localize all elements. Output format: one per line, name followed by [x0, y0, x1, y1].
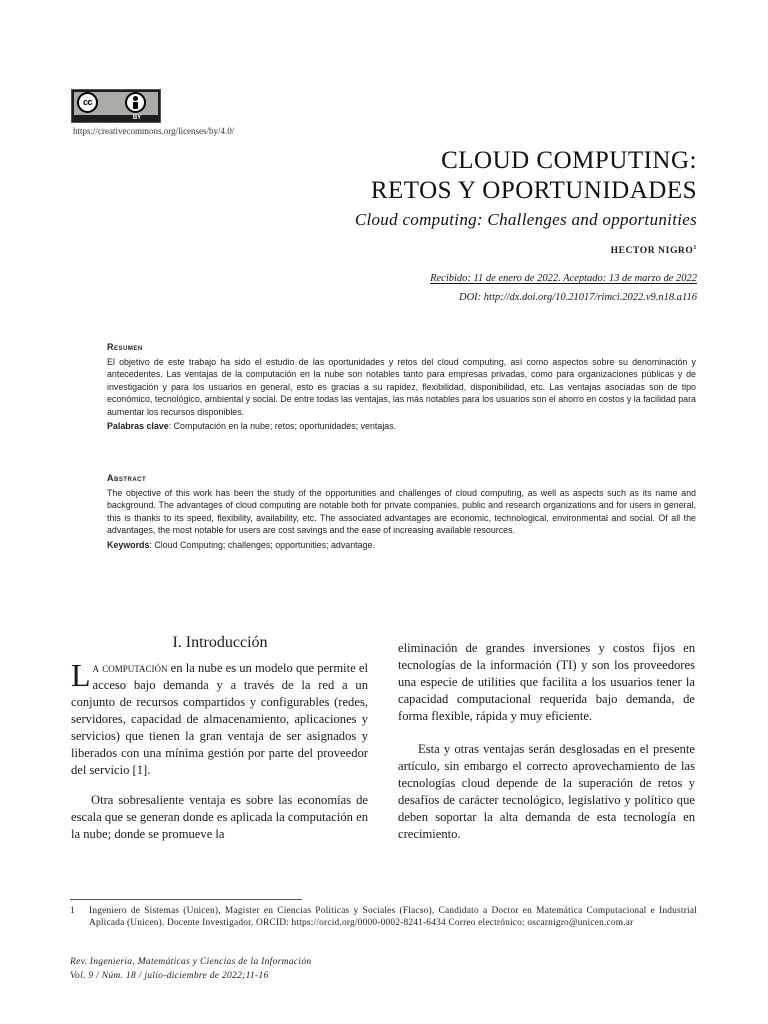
license-link[interactable]: https://creativecommons.org/licenses/by/4.0/ — [73, 126, 235, 136]
journal-citation — [70, 955, 311, 983]
title-line-1: CLOUD COMPUTING: — [441, 147, 697, 174]
dropcap: L — [71, 657, 91, 693]
author-footnote-mark: 1 — [693, 245, 697, 251]
keywords-label: Keywords — [107, 539, 150, 550]
journal-name: Rev. Ingeniería, Matemáticas y Ciencias de la Información — [70, 957, 312, 967]
palabras-clave-text: : Computación en la nube; retos; oportunidades; ventajas. — [168, 421, 397, 431]
intro-paragraph-1 — [71, 657, 368, 779]
intro-smallcaps: a computación — [92, 661, 168, 675]
person-icon — [125, 92, 146, 113]
author — [611, 245, 697, 256]
footnote-text: Ingeniero de Sistemas (Unicen), Magister en Ciencias Políticas y Sociales (Flacso), Candidato a Doctor en Matemática Computacional e Industrial Aplicada (Unicen). Docente Investigador. ORCID: https://orcid.org/0000-0002-8241-6434 Correo electrónico: oscarnigro@unicen.com.ar — [89, 906, 697, 928]
cc-icon: cc — [77, 92, 98, 113]
abstract-heading: Abstract — [107, 473, 147, 483]
abstract-section — [107, 472, 696, 551]
intro-paragraph-3: eliminación de grandes inversiones y costos fijos en tecnologías de la información (TI) y son los proveedores una especie de utilities que facilita a los usuarios tener la capacidad computacional requerida bajo demanda, de forma flexible, rápida y muy eficiente. — [398, 641, 695, 723]
keywords — [107, 539, 696, 552]
resumen-section — [107, 341, 696, 433]
right-column — [398, 640, 695, 843]
author-name: HECTOR NIGRO — [610, 246, 694, 257]
left-column — [71, 657, 368, 843]
section-title: I. Introducción — [172, 634, 268, 651]
doi-link[interactable]: DOI: http://dx.doi.org/10.21017/rimci.2022.v9.n18.a116 — [459, 292, 697, 303]
received-date: Recibido: 11 de enero de 2022. Aceptado: 13 de marzo de 2022 — [430, 273, 697, 284]
title-line-2: RETOS Y OPORTUNIDADES — [370, 177, 697, 204]
keywords-text: : Cloud Computing; challenges; opportunities; advantage. — [149, 539, 375, 550]
abstract-text: The objective of this work has been the study of the opportunities and challenges of cloud computing, as well as aspects such as its name and background. The advantages of cloud computing are notable both for private companies, public and research organizations and for users in general, this is thanks to its speed, flexibility, availability, etc. The associated advantages are economic, technological, environmental and social. Of all the advantages, the most notable for users are cost savings and the ease of increasing available resources. — [107, 487, 696, 535]
footnote-divider — [70, 899, 302, 900]
by-label: BY — [132, 115, 142, 121]
footnote-number: 1 — [70, 906, 75, 916]
resumen-heading: Resumen — [107, 342, 143, 352]
resumen-text: El objetivo de este trabajo ha sido el estudio de las oportunidades y retos del cloud computing, así como aspectos sobre su denominación y antecedentes. Las ventajas de la computación en la nube son notables tanto para empresas privadas, como para organizaciones públicas y de investigación y para los usuarios en general, esto es gracias a su rapidez, flexibilidad, disponibilidad, etc. Las ventajas asociadas son de tipo económico, tecnológico, ambiental y social. De entre todas las ventajas, las más notables para los usuarios son el ahorro en costos y la facilidad para aumentar los recursos disponibles. — [107, 356, 696, 417]
footnote — [70, 905, 697, 929]
palabras-clave-label: Palabras clave — [107, 421, 169, 431]
intro-paragraph-2: Otra sobresaliente ventaja es sobre las economías de escala que se generan donde es aplicada la computación en la nube; donde se promueve la — [71, 793, 368, 841]
intro-paragraph-4: Esta y otras ventajas serán desglosadas en el presente artículo, sin embargo el correcto aprovechamiento de las tecnologías cloud depende de la superación de retos y desafíos de carácter tecnológico, legislativo y político que deben soportar la alta demanda de esta tecnología en crecimiento. — [398, 742, 695, 841]
article-subtitle: Cloud computing: Challenges and opportunities — [354, 210, 697, 229]
intro-paragraph-1-text: en la nube es un modelo que permite el acceso bajo demanda y a través de la red a un conjunto de recursos compartidos y configurables (redes, servidores, capacidad de almacenamiento, aplicaciones y servicios) que tienen la gran ventaja de ser asignados y liberados con una mínima gestión por parte del proveedor del servicio [1]. — [71, 661, 368, 777]
article-title — [371, 146, 697, 206]
journal-volume: Vol. 9 / Núm. 18 / julio-diciembre de 2022;11-16 — [70, 971, 269, 981]
cc-by-license-badge — [71, 89, 161, 123]
palabras-clave — [107, 420, 696, 433]
